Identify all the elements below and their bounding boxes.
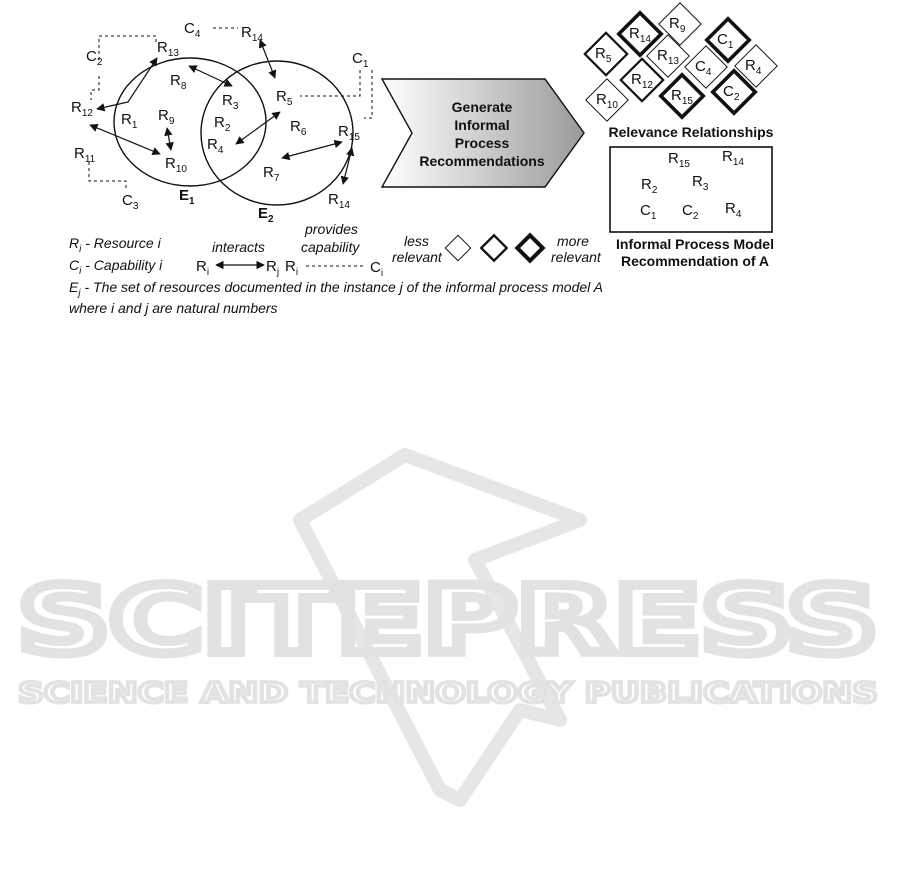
legend-interacts-label: interacts (212, 239, 265, 255)
legend-less-1: less (404, 233, 429, 249)
legend-interacts-from: $R_i$ (196, 258, 210, 278)
recommendation-title-2: Recommendation of A (620, 253, 770, 269)
generate-line-1: Generate (451, 99, 513, 115)
label-r8: $R_8$ (170, 72, 187, 92)
label-r1: $R_1$ (121, 111, 138, 131)
rec-r3: $R_3$ (692, 173, 709, 193)
relevance-item-label: $C_1$ (717, 31, 734, 51)
label-r2: $R_2$ (214, 114, 231, 134)
label-r5: $R_5$ (276, 88, 293, 108)
legend-set: $E_j$ - The set of resources documented in the instance j of the informal process model A (69, 279, 603, 299)
arrow-r12-r13 (97, 58, 157, 109)
legend-provides-from: $R_i$ (285, 258, 299, 278)
arrow-r13-r3 (189, 66, 232, 86)
rec-c2: $C_2$ (682, 202, 699, 222)
relevance-item-label: $R_4$ (745, 57, 762, 77)
label-c1: $C_1$ (352, 50, 369, 70)
arrow-r7-r15 (282, 142, 342, 158)
arrow-r5-r4 (236, 112, 280, 144)
label-c4: $C_4$ (184, 20, 201, 40)
legend-more-1: more (557, 233, 589, 249)
recommendation-title-1: Informal Process Model (616, 236, 774, 252)
legend-where: where i and j are natural numbers (69, 300, 278, 316)
recommendation-box (610, 147, 772, 232)
label-c2: $C_2$ (86, 48, 103, 68)
relevance-item-label: $C_4$ (695, 58, 712, 78)
relevance-diamonds (585, 3, 777, 121)
label-r11: $R_{11}$ (74, 145, 96, 165)
legend (69, 221, 603, 316)
label-e1: $E_1$ (179, 187, 195, 207)
label-r13: $R_{13}$ (157, 39, 179, 59)
resource-labels (71, 20, 369, 225)
arrow-r12-r10 (90, 125, 160, 154)
label-r14-top: $R_{14}$ (241, 24, 263, 44)
label-r6: $R_6$ (290, 118, 307, 138)
label-r12: $R_{12}$ (71, 99, 93, 119)
arrow-r9-r10 (167, 128, 171, 150)
label-r15: $R_{15}$ (338, 123, 360, 143)
label-r10: $R_{10}$ (165, 155, 187, 175)
legend-provides-label-1: provides (305, 221, 358, 237)
relevance-item-label: $R_5$ (595, 45, 612, 65)
rec-r4: $R_4$ (725, 200, 742, 220)
watermark-subtitle: SCIENCE AND TECHNOLOGY PUBLICATIONS (18, 676, 878, 709)
generate-arrow-shape (382, 79, 584, 187)
capability-links (89, 28, 372, 190)
link-r11-c3 (89, 162, 126, 190)
arrow-r14-r5 (260, 40, 275, 78)
generate-line-4: Recommendations (419, 153, 545, 169)
relevance-item-label: $R_{10}$ (596, 91, 618, 111)
label-r4: $R_4$ (207, 136, 224, 156)
rec-r15: $R_{15}$ (668, 150, 690, 170)
link-c2-r13 (99, 36, 156, 60)
rec-r2: $R_2$ (641, 176, 658, 196)
legend-less-2: relevant (392, 249, 442, 265)
watermark (18, 455, 878, 800)
recommendation-items (640, 148, 744, 222)
relevance-item-label: $C_2$ (723, 83, 740, 103)
label-r9: $R_9$ (158, 107, 175, 127)
relevance-item-label: $R_{15}$ (671, 87, 693, 107)
relevance-title: Relevance Relationships (608, 124, 774, 140)
link-c1-r15 (364, 70, 372, 118)
label-r3: $R_3$ (222, 92, 239, 112)
relevance-item-label: $R_9$ (669, 15, 686, 35)
legend-more-2: relevant (551, 249, 601, 265)
watermark-title: SCITEPRESS (18, 567, 878, 674)
legend-provides-label-2: capability (301, 239, 360, 255)
relevance-item-label: $R_{14}$ (629, 25, 651, 45)
label-r7: $R_7$ (263, 164, 280, 184)
legend-resource: $R_i$ - Resource i (69, 235, 161, 255)
scale-diamond-high (517, 235, 542, 260)
generate-line-2: Informal (454, 117, 510, 133)
generate-arrow (382, 79, 584, 187)
label-r14-bottom: $R_{14}$ (328, 191, 350, 211)
generate-line-3: Process (454, 135, 510, 151)
rec-c1: $C_1$ (640, 202, 657, 222)
legend-interacts-to: $R_j$ (266, 258, 280, 278)
relevance-item-label: $R_{13}$ (657, 47, 679, 67)
link-c2-r12 (91, 76, 99, 100)
rec-r14: $R_{14}$ (722, 148, 744, 168)
label-e2: $E_2$ (258, 205, 274, 225)
relevance-item-label: $R_{12}$ (631, 71, 653, 91)
label-c3: $C_3$ (122, 192, 139, 212)
legend-provides-to: $C_i$ (370, 259, 384, 279)
scale-diamond-low (445, 235, 470, 260)
legend-capability: $C_i$ - Capability i (69, 257, 163, 277)
scale-diamond-medium (481, 235, 506, 260)
link-c1-r5 (300, 70, 360, 96)
